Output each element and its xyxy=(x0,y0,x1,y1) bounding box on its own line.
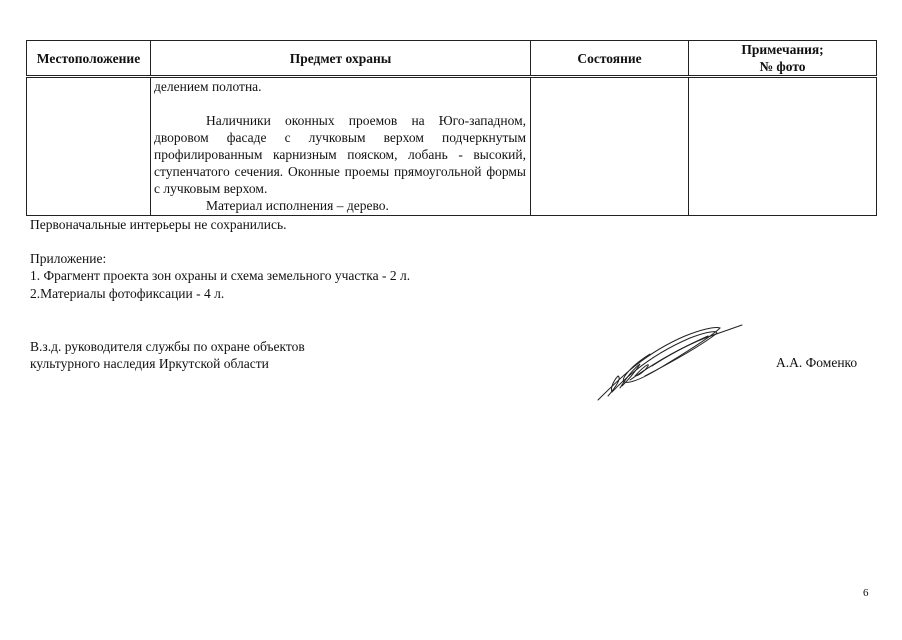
table-header-row xyxy=(27,41,877,77)
page-number: 6 xyxy=(863,587,869,599)
header-state: Состояние xyxy=(531,41,689,77)
header-location: Местоположение xyxy=(27,41,151,77)
handwritten-signature xyxy=(590,318,750,408)
signatory-position-line1: В.з.д. руководителя службы по охране объектов xyxy=(30,339,305,354)
subject-cell xyxy=(151,77,531,216)
header-subject: Предмет охраны xyxy=(151,41,531,77)
heritage-protection-table xyxy=(26,40,877,216)
header-notes-line2: № фото xyxy=(759,59,806,74)
appendix-item-1: 1. Фрагмент проекта зон охраны и схема земельного участка - 2 л. xyxy=(30,268,411,283)
subject-paragraph-3: Материал исполнения – дерево. xyxy=(206,198,389,213)
header-notes-line1: Примечания; xyxy=(741,42,824,57)
table-row xyxy=(27,77,877,216)
subject-paragraph-1: делением полотна. xyxy=(154,79,262,94)
appendix-title: Приложение: xyxy=(30,251,107,266)
location-cell xyxy=(27,77,151,216)
header-notes xyxy=(689,41,877,77)
signatory-position-line2: культурного наследия Иркутской области xyxy=(30,356,269,371)
signatory-name: А.А. Фоменко xyxy=(776,355,858,370)
notes-cell xyxy=(689,77,877,216)
appendix-item-2: 2.Материалы фотофиксации - 4 л. xyxy=(30,286,225,301)
subject-paragraph-2: Наличники оконных проемов на Юго-западном, дворовом фасаде с лучковым верхом подчеркнутым профилированным карнизным пояском, лобань - высокий, ступенчатого сечения. Оконные проемы прямоугольной формы с лучковым верхом. xyxy=(154,113,526,196)
interiors-note: Первоначальные интерьеры не сохранились. xyxy=(30,217,287,232)
state-cell xyxy=(531,77,689,216)
